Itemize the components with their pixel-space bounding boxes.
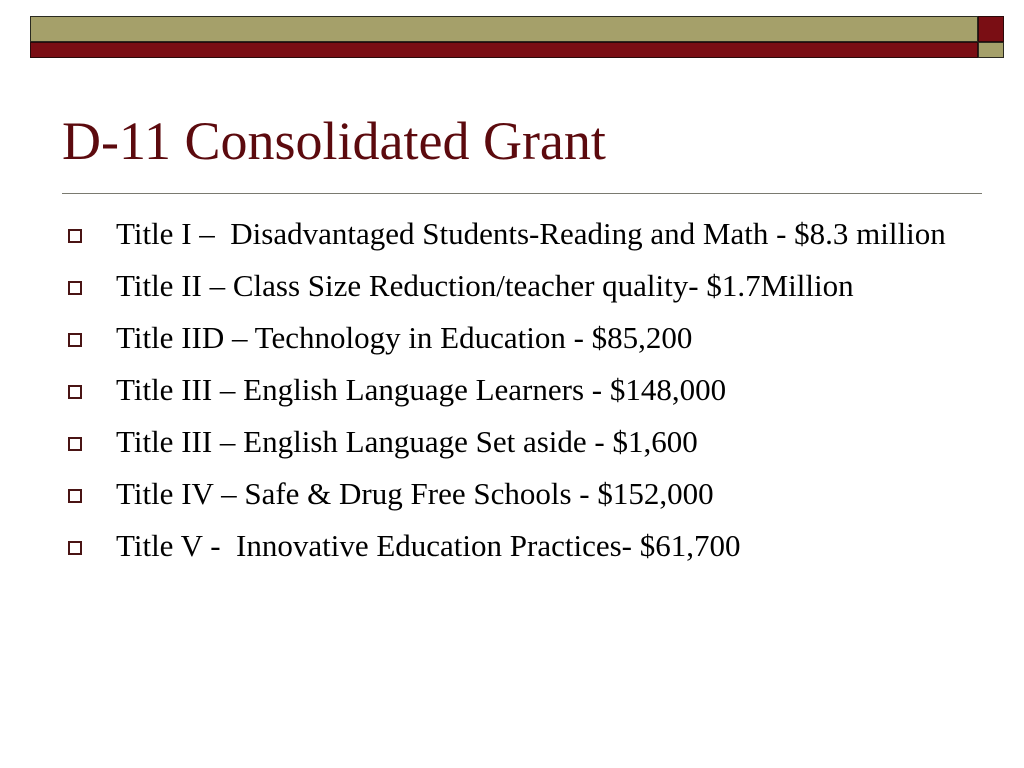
bullet-item-title-iv [66,472,966,516]
bullet-item-title-iid [66,316,966,360]
header-corner-olive-square [978,42,1004,58]
square-bullet-icon [68,333,82,347]
bullet-text: Title IV – Safe & Drug Free Schools - $152,000 [116,476,714,511]
bullet-text: Title III – English Language Set aside - $1,600 [116,424,698,459]
bullet-text: Title III – English Language Learners - $148,000 [116,372,727,407]
title-divider [62,193,982,194]
bullet-item-title-ii [66,264,966,308]
bullet-list [66,212,966,576]
square-bullet-icon [68,437,82,451]
header-band-olive [30,16,978,42]
slide-title: D-11 Consolidated Grant [62,111,606,171]
bullet-text: Title IID – Technology in Education - $85,200 [116,320,693,355]
header-corner-maroon-square [978,16,1004,42]
square-bullet-icon [68,229,82,243]
square-bullet-icon [68,385,82,399]
bullet-text: Title I – Disadvantaged Students-Reading and Math - $8.3 million [116,216,946,251]
square-bullet-icon [68,541,82,555]
square-bullet-icon [68,281,82,295]
bullet-item-title-i [66,212,966,256]
bullet-item-title-v [66,524,966,568]
square-bullet-icon [68,489,82,503]
bullet-text: Title V - Innovative Education Practices- $61,700 [116,528,741,563]
header-band-maroon [30,42,978,58]
bullet-item-title-iii-set-aside [66,420,966,464]
bullet-text: Title II – Class Size Reduction/teacher quality- $1.7Million [116,268,854,303]
bullet-item-title-iii-ell [66,368,966,412]
